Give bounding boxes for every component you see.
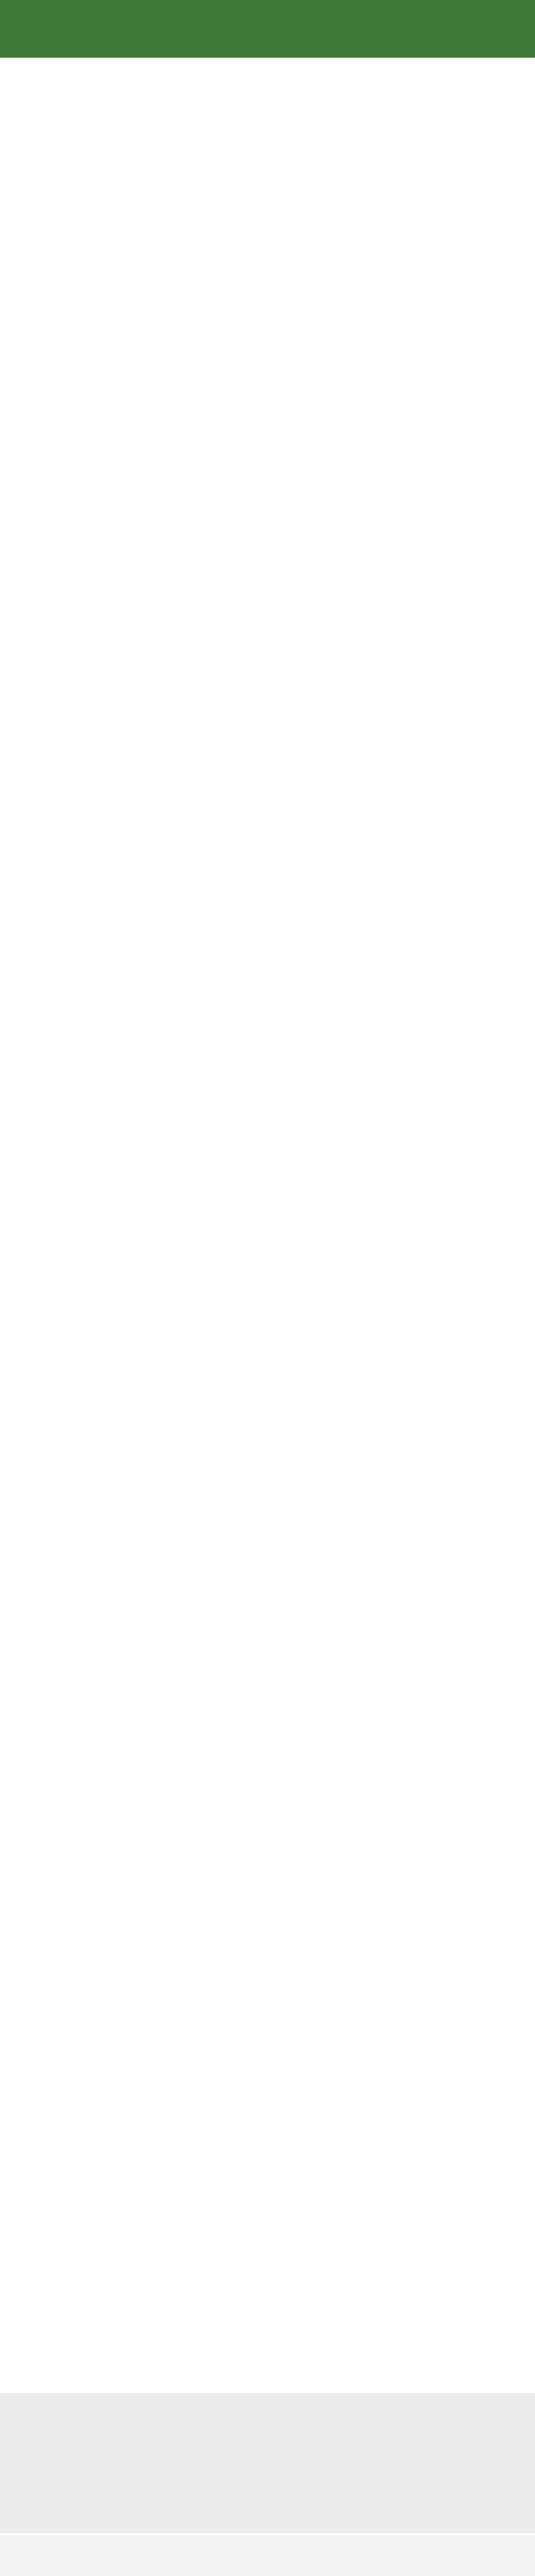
table-header-row [0,0,535,58]
hunting-season-table [0,0,535,58]
column-header-time [389,0,535,58]
column-header-area [94,0,389,58]
column-header-art [0,0,94,58]
remarks-box [0,2393,535,2533]
notes-section [0,2393,535,2576]
species-info-box [0,2533,535,2576]
